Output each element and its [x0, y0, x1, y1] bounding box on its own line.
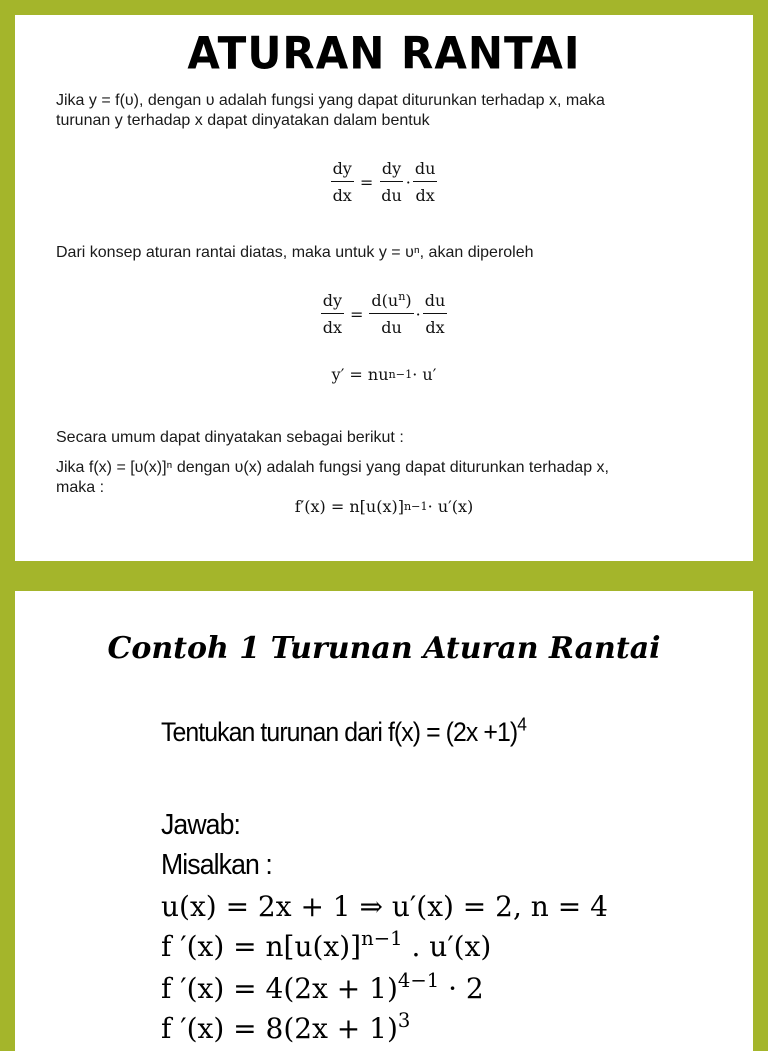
fraction-dun-du: $\frac{d(u^n)}{du}$	[371, 289, 412, 337]
answer-label: Jawab:	[161, 809, 241, 841]
fraction-du-dx: $\frac{du}{dx}$	[424, 291, 446, 337]
substitution-line: u(x) = 2x + 1 ⇒ u′(x) = 2, n = 4	[161, 890, 608, 923]
fraction-dy-dx: $\frac{dy}{dx}$	[322, 291, 342, 337]
general-condition: Jika f(x) = [υ(x)]ⁿ dengan υ(x) adalah fungsi yang dapat diturunkan terhadap x, maka :	[56, 459, 609, 496]
slide-card-aturan-rantai	[15, 15, 753, 561]
concept-line: Dari konsep aturan rantai diatas, maka untuk y = υⁿ, akan diperoleh	[56, 244, 534, 261]
derivative-step-1: f $'(x) = n[u(x)]^{n-1}$ . u′(x)	[161, 927, 492, 963]
substitution-label: Misalkan :	[161, 849, 272, 881]
example-title: Contoh 1 Turunan Aturan Rantai	[107, 631, 661, 666]
derivative-step-3: f $'(x) = 8(2x + 1)^3$	[161, 1009, 411, 1045]
fraction-dy-du: $\frac{dy}{du}$	[381, 159, 402, 205]
intro-text	[56, 91, 716, 131]
power-chain-formula: $\frac{dy}{dx}$ = $\frac{d(u^n)}{du}$ · $\frac{du}{dx}$	[322, 289, 446, 337]
fraction-dy-dx: $\frac{dy}{dx}$	[332, 159, 352, 205]
slide-card-contoh-1	[15, 591, 753, 1051]
slide-title: ATURAN RANTAI	[187, 27, 581, 80]
intro-line-2: turunan y terhadap x dapat dinyatakan dalam bentuk	[56, 112, 430, 129]
general-chain-formula: f′(x) = n[u(x)] n−1 · u′(x)	[294, 497, 474, 516]
power-rule-result: y′ = nu n−1 · u′	[331, 365, 437, 384]
fraction-du-dx: $\frac{du}{dx}$	[414, 159, 436, 205]
derivative-step-2: f $'(x) = 4(2x + 1)^{4-1} \cdot 2$	[161, 969, 484, 1005]
intro-line-1: Jika y = f(υ), dengan υ adalah fungsi yang dapat diturunkan terhadap x, maka	[56, 92, 605, 109]
chain-rule-formula: $\frac{dy}{dx}$ = $\frac{dy}{du}$ · $\frac{du}{dx}$	[332, 159, 436, 205]
general-statement: Secara umum dapat dinyatakan sebagai berikut :	[56, 429, 404, 446]
example-question: Tentukan turunan dari $f(x) = (2x +1)^4$	[161, 714, 527, 747]
